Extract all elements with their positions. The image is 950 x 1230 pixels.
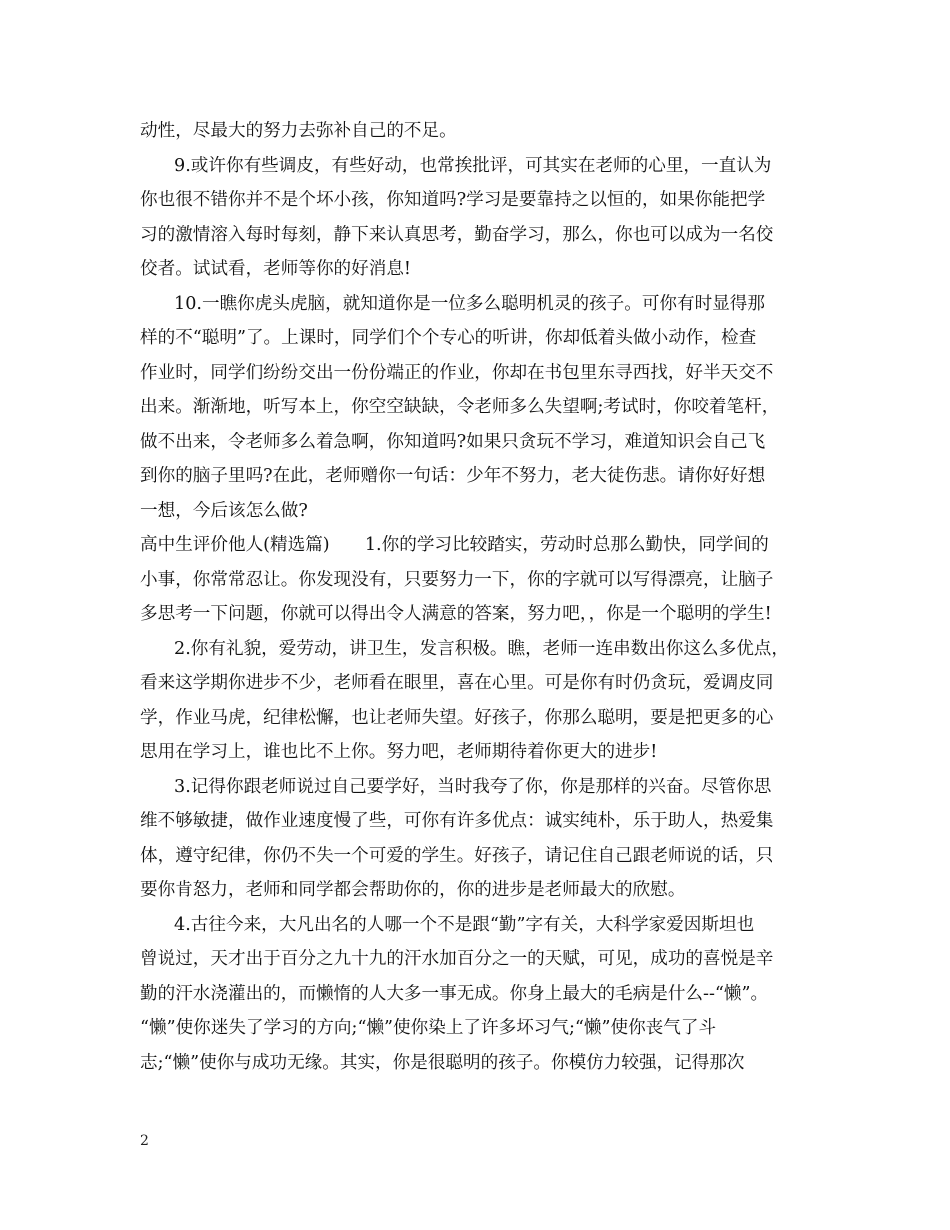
text-line: 要你肯怒力，老师和同学都会帮助你的，你的进步是老师最大的欣慰。	[140, 880, 686, 900]
text-line: 学，作业马虎，纪律松懈，也让老师失望。好孩子，你那么聪明，要是把更多的心	[140, 707, 774, 728]
text-line: 到你的脑子里吗?在此，老师赠你一句话：少年不努力，老大徒伤悲。请你好好想	[140, 466, 766, 486]
text-line: 4.古往今来，大凡出名的人哪一个不是跟“勤”字有关，大科学家爱因斯坦也	[174, 914, 755, 935]
section-heading-line: 高中生评价他人(精选篇) 1.你的学习比较踏实，劳动时总那么勤快，同学间的	[140, 535, 769, 555]
text-line: 习的激情溶入每时每刻，静下来认真思考，勤奋学习，那么，你也可以成为一名佼	[140, 224, 774, 245]
text-line: 作业时，同学们纷纷交出一份份端正的作业，你却在书包里东寻西找，好半天交不	[140, 362, 774, 383]
document-body	[140, 114, 816, 1080]
page-number: 2	[140, 1133, 149, 1149]
text-line: 思用在学习上，谁也比不上你。努力吧，老师期待着你更大的进步!	[140, 742, 658, 762]
text-line: 多思考一下问题，你就可以得出令人满意的答案，努力吧，，你是一个聪明的学生!	[140, 604, 772, 624]
text-line: 你也很不错你并不是个坏小孩，你知道吗?学习是要靠持之以恒的，如果你能把学	[140, 190, 766, 210]
text-line: 维不够敏捷，做作业速度慢了些，可你有许多优点：诚实纯朴，乐于助人，热爱集	[140, 811, 774, 831]
text-line: 样的不“聪明”了。上课时，同学们个个专心的听讲，你却低着头做小动作，检查	[140, 328, 757, 348]
text-line: 3.记得你跟老师说过自己要学好，当时我夸了你，你是那样的兴奋。尽管你思	[174, 776, 772, 797]
text-line: 曾说过，天才出于百分之九十九的汗水加百分之一的天赋，可见，成功的喜悦是辛	[140, 949, 774, 969]
text-line: 小事，你常常忍让。你发现没有，只要努力一下，你的字就可以写得漂亮，让脑子	[140, 569, 774, 590]
text-line: 勤的汗水浇灌出的，而懒惰的人大多一事无成。你身上最大的毛病是什么--“懒”。	[140, 983, 769, 1004]
text-line: 10.一瞧你虎头虎脑，就知道你是一位多么聪明机灵的孩子。可你有时显得那	[174, 293, 765, 314]
text-line: 一想，今后该怎么做?	[140, 500, 308, 521]
text-line: 2.你有礼貌，爱劳动，讲卫生，发言积极。瞧，老师一连串数出你这么多优点，	[174, 638, 789, 659]
text-line: 出来。渐渐地，听写本上，你空空缺缺，令老师多么失望啊;考试时，你咬着笔杆，	[140, 397, 780, 417]
text-line: 志;“懒”使你与成功无缘。其实，你是很聪明的孩子。你模仿力较强，记得那次	[140, 1052, 745, 1073]
text-line: 体，遵守纪律，你仍不失一个可爱的学生。好孩子，请记住自己跟老师说的话，只	[140, 845, 774, 866]
text-line: 佼者。试试看，老师等你的好消息!	[140, 259, 411, 279]
text-line: 看来这学期你进步不少，老师看在眼里，喜在心里。可是你有时仍贪玩，爱调皮同	[140, 673, 774, 693]
text-line: 9.或许你有些调皮，有些好动，也常挨批评，可其实在老师的心里，一直认为	[174, 155, 772, 176]
text-line: “懒”使你迷失了学习的方向;“懒”使你染上了许多坏习气;“懒”使你丧气了斗	[140, 1018, 717, 1038]
text-line: 做不出来，令老师多么着急啊，你知道吗?如果只贪玩不学习，难道知识会自己飞	[140, 431, 766, 452]
text-line: 动性，尽最大的努力去弥补自己的不足。	[140, 121, 457, 141]
